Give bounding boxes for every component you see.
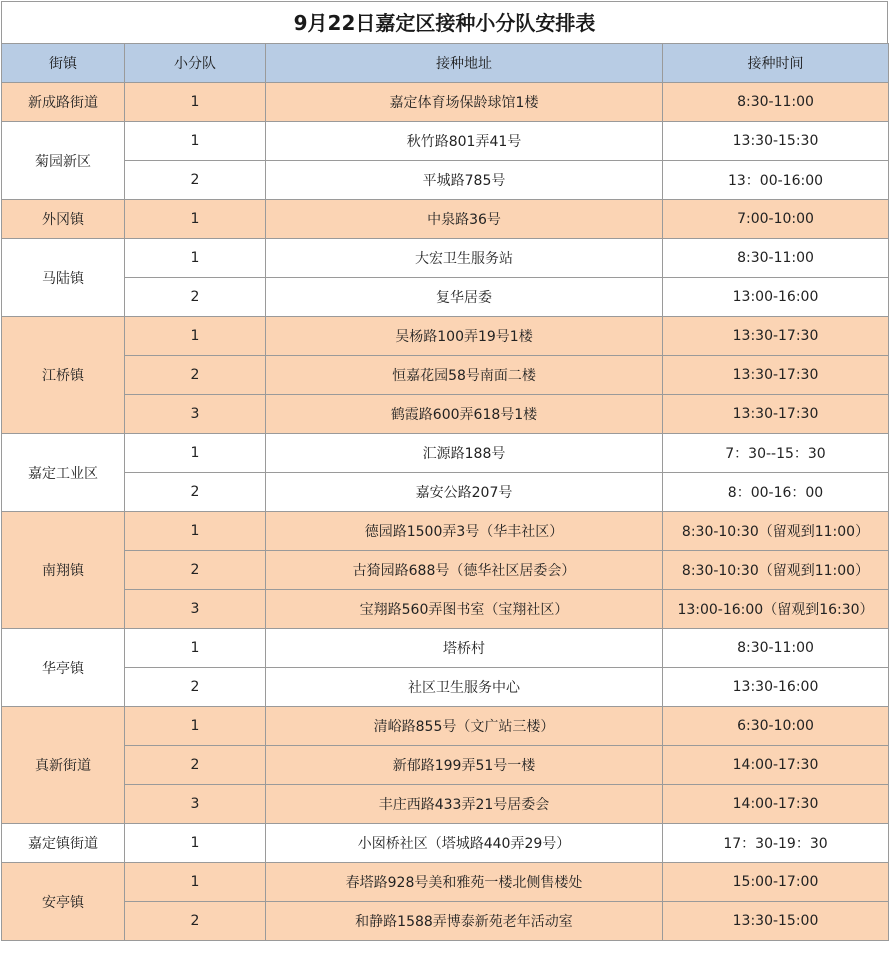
address-cell: 复华居委 [266,278,663,317]
address-cell: 恒嘉花园58号南面二楼 [266,356,663,395]
address-cell: 丰庄西路433弄21号居委会 [266,785,663,824]
schedule-body [2,83,889,941]
team-cell: 1 [125,707,266,746]
team-cell: 2 [125,473,266,512]
address-cell: 中泉路36号 [266,200,663,239]
time-cell: 13:00-16:00（留观到16:30） [663,590,889,629]
time-cell: 7：30--15：30 [663,434,889,473]
address-cell: 德园路1500弄3号（华丰社区） [266,512,663,551]
time-cell: 8:30-10:30（留观到11:00） [663,551,889,590]
town-cell: 嘉定工业区 [2,434,125,512]
time-cell: 13:30-17:30 [663,317,889,356]
schedule-table [1,43,889,941]
town-cell: 嘉定镇街道 [2,824,125,863]
table-row [2,824,889,863]
team-cell: 2 [125,278,266,317]
team-cell: 1 [125,200,266,239]
table-row [2,707,889,746]
table-row [2,668,889,707]
time-cell: 15:00-17:00 [663,863,889,902]
address-cell: 古猗园路688号（德华社区居委会） [266,551,663,590]
table-row [2,317,889,356]
table-row [2,83,889,122]
table-row [2,161,889,200]
table-row [2,200,889,239]
town-cell: 菊园新区 [2,122,125,200]
table-row [2,629,889,668]
schedule-page [1,1,888,959]
team-cell: 2 [125,356,266,395]
team-cell: 2 [125,668,266,707]
time-cell: 13：00-16:00 [663,161,889,200]
team-cell: 2 [125,161,266,200]
team-cell: 3 [125,590,266,629]
town-cell: 真新街道 [2,707,125,824]
time-cell: 6:30-10:00 [663,707,889,746]
address-cell: 春塔路928号美和雅苑一楼北侧售楼处 [266,863,663,902]
table-row [2,356,889,395]
table-row [2,863,889,902]
address-cell: 平城路785号 [266,161,663,200]
table-row [2,395,889,434]
team-cell: 1 [125,629,266,668]
team-cell: 1 [125,317,266,356]
team-cell: 2 [125,551,266,590]
team-cell: 1 [125,863,266,902]
time-cell: 13:30-17:30 [663,356,889,395]
address-cell: 鹤霞路600弄618号1楼 [266,395,663,434]
table-row [2,746,889,785]
team-cell: 3 [125,395,266,434]
team-cell: 3 [125,785,266,824]
address-cell: 吴杨路100弄19号1楼 [266,317,663,356]
address-cell: 嘉安公路207号 [266,473,663,512]
time-cell: 13:30-16:00 [663,668,889,707]
time-cell: 8:30-10:30（留观到11:00） [663,512,889,551]
header-team: 小分队 [125,44,266,83]
time-cell: 7:00-10:00 [663,200,889,239]
time-cell: 13:30-17:30 [663,395,889,434]
town-cell: 新成路街道 [2,83,125,122]
table-row [2,785,889,824]
time-cell: 8：00-16：00 [663,473,889,512]
time-cell: 13:30-15:00 [663,902,889,941]
team-cell: 1 [125,239,266,278]
town-cell: 华亭镇 [2,629,125,707]
address-cell: 小囡桥社区（塔城路440弄29号） [266,824,663,863]
address-cell: 宝翔路560弄图书室（宝翔社区） [266,590,663,629]
header-town: 街镇 [2,44,125,83]
town-cell: 外冈镇 [2,200,125,239]
time-cell: 8:30-11:00 [663,239,889,278]
page-title: 9月22日嘉定区接种小分队安排表 [1,1,888,43]
address-cell: 嘉定体育场保龄球馆1楼 [266,83,663,122]
team-cell: 1 [125,512,266,551]
team-cell: 2 [125,902,266,941]
table-row [2,551,889,590]
address-cell: 社区卫生服务中心 [266,668,663,707]
team-cell: 1 [125,122,266,161]
address-cell: 清峪路855号（文广站三楼） [266,707,663,746]
address-cell: 塔桥村 [266,629,663,668]
address-cell: 新郁路199弄51号一楼 [266,746,663,785]
address-cell: 秋竹路801弄41号 [266,122,663,161]
team-cell: 1 [125,83,266,122]
town-cell: 南翔镇 [2,512,125,629]
town-cell: 马陆镇 [2,239,125,317]
table-row [2,278,889,317]
header-time: 接种时间 [663,44,889,83]
time-cell: 13:30-15:30 [663,122,889,161]
address-cell: 大宏卫生服务站 [266,239,663,278]
table-row [2,473,889,512]
time-cell: 14:00-17:30 [663,785,889,824]
time-cell: 13:00-16:00 [663,278,889,317]
header-address: 接种地址 [266,44,663,83]
header-row [2,44,889,83]
team-cell: 1 [125,434,266,473]
team-cell: 1 [125,824,266,863]
table-row [2,512,889,551]
time-cell: 14:00-17:30 [663,746,889,785]
time-cell: 8:30-11:00 [663,83,889,122]
table-row [2,434,889,473]
time-cell: 8:30-11:00 [663,629,889,668]
team-cell: 2 [125,746,266,785]
address-cell: 汇源路188号 [266,434,663,473]
table-row [2,902,889,941]
table-row [2,122,889,161]
town-cell: 江桥镇 [2,317,125,434]
town-cell: 安亭镇 [2,863,125,941]
table-row [2,590,889,629]
time-cell: 17：30-19：30 [663,824,889,863]
table-row [2,239,889,278]
address-cell: 和静路1588弄博泰新苑老年活动室 [266,902,663,941]
